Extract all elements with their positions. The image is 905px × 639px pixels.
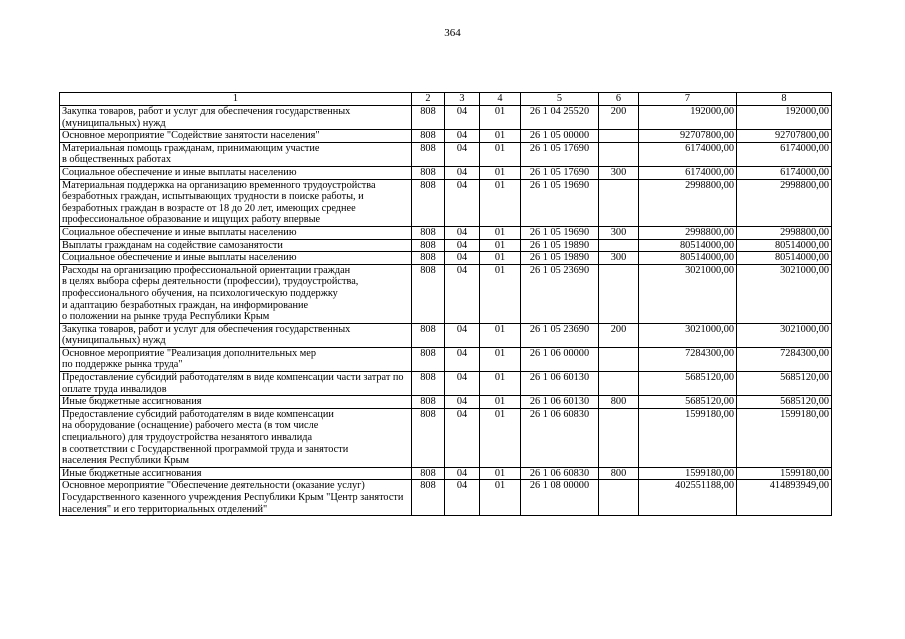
table-row xyxy=(60,142,832,166)
amount-year-2: 7284300,00 xyxy=(737,347,832,371)
ministry-code: 808 xyxy=(412,264,445,323)
expense-description: Предоставление субсидий работодателям в виде компенсации части затрат по оплате труда инвалидов xyxy=(60,372,412,396)
section-code: 04 xyxy=(445,179,480,226)
expense-description: Закупка товаров, работ и услуг для обеспечения государственных (муниципальных) нужд xyxy=(60,106,412,130)
expense-type-code: 200 xyxy=(599,323,639,347)
target-article-code: 26 1 06 60130 xyxy=(521,396,599,409)
table-row xyxy=(60,239,832,252)
column-header: 5 xyxy=(521,93,599,106)
column-header: 8 xyxy=(737,93,832,106)
target-article-code: 26 1 05 19690 xyxy=(521,226,599,239)
table-row xyxy=(60,396,832,409)
table-row xyxy=(60,226,832,239)
section-code: 04 xyxy=(445,467,480,480)
section-code: 04 xyxy=(445,480,480,516)
expense-description: Социальное обеспечение и иные выплаты населению xyxy=(60,166,412,179)
page-number: 364 xyxy=(444,27,461,39)
column-header: 6 xyxy=(599,93,639,106)
amount-year-1: 80514000,00 xyxy=(639,252,737,265)
amount-year-1: 2998800,00 xyxy=(639,226,737,239)
ministry-code: 808 xyxy=(412,226,445,239)
amount-year-1: 1599180,00 xyxy=(639,467,737,480)
amount-year-1: 3021000,00 xyxy=(639,264,737,323)
amount-year-2: 6174000,00 xyxy=(737,166,832,179)
expense-type-code xyxy=(599,179,639,226)
expense-description: Материальная поддержка на организацию временного трудоустройства безработных граждан, испытывающих трудности в поиске работы, и безработных граждан в возрасте от 18 до 20 лет, имеющих среднее профессиональное образование и ищущих работу впервые xyxy=(60,179,412,226)
table-row xyxy=(60,347,832,371)
subsection-code: 01 xyxy=(480,106,521,130)
expense-type-code xyxy=(599,480,639,516)
expense-type-code: 800 xyxy=(599,396,639,409)
subsection-code: 01 xyxy=(480,480,521,516)
table-row xyxy=(60,408,832,467)
amount-year-1: 5685120,00 xyxy=(639,396,737,409)
table-row xyxy=(60,166,832,179)
amount-year-2: 414893949,00 xyxy=(737,480,832,516)
target-article-code: 26 1 06 60130 xyxy=(521,372,599,396)
expense-type-code: 200 xyxy=(599,106,639,130)
expense-type-code xyxy=(599,142,639,166)
expense-description: Социальное обеспечение и иные выплаты населению xyxy=(60,252,412,265)
amount-year-2: 1599180,00 xyxy=(737,408,832,467)
ministry-code: 808 xyxy=(412,372,445,396)
expense-description: Иные бюджетные ассигнования xyxy=(60,467,412,480)
amount-year-1: 402551188,00 xyxy=(639,480,737,516)
expense-type-code xyxy=(599,130,639,143)
subsection-code: 01 xyxy=(480,408,521,467)
expense-description: Закупка товаров, работ и услуг для обеспечения государственных (муниципальных) нужд xyxy=(60,323,412,347)
ministry-code: 808 xyxy=(412,347,445,371)
ministry-code: 808 xyxy=(412,239,445,252)
amount-year-1: 6174000,00 xyxy=(639,166,737,179)
expense-type-code: 300 xyxy=(599,166,639,179)
amount-year-1: 1599180,00 xyxy=(639,408,737,467)
amount-year-2: 192000,00 xyxy=(737,106,832,130)
amount-year-2: 92707800,00 xyxy=(737,130,832,143)
ministry-code: 808 xyxy=(412,106,445,130)
ministry-code: 808 xyxy=(412,166,445,179)
amount-year-1: 5685120,00 xyxy=(639,372,737,396)
target-article-code: 26 1 05 23690 xyxy=(521,323,599,347)
amount-year-1: 192000,00 xyxy=(639,106,737,130)
expense-type-code xyxy=(599,264,639,323)
ministry-code: 808 xyxy=(412,252,445,265)
subsection-code: 01 xyxy=(480,179,521,226)
amount-year-1: 7284300,00 xyxy=(639,347,737,371)
column-header: 3 xyxy=(445,93,480,106)
expense-type-code: 300 xyxy=(599,226,639,239)
expense-description: Расходы на организацию профессиональной ориентации граждан в целях выбора сферы деятельности (профессии), трудоустройства, профессионального обучения, на психологическую поддержку и адаптацию безработных граждан, на информирование о положении на рынке труда Республики Крым xyxy=(60,264,412,323)
subsection-code: 01 xyxy=(480,467,521,480)
section-code: 04 xyxy=(445,252,480,265)
expense-description: Предоставление субсидий работодателям в виде компенсации на оборудование (оснащение) рабочего места (в том числе специального) для трудоустройства незанятого инвалида в соответствии с Государственной программой труда и занятости населения Республики Крым xyxy=(60,408,412,467)
ministry-code: 808 xyxy=(412,142,445,166)
table-row xyxy=(60,179,832,226)
expense-type-code: 300 xyxy=(599,252,639,265)
amount-year-1: 80514000,00 xyxy=(639,239,737,252)
ministry-code: 808 xyxy=(412,179,445,226)
section-code: 04 xyxy=(445,408,480,467)
expense-type-code xyxy=(599,347,639,371)
target-article-code: 26 1 05 19890 xyxy=(521,239,599,252)
ministry-code: 808 xyxy=(412,480,445,516)
section-code: 04 xyxy=(445,130,480,143)
table-row xyxy=(60,264,832,323)
target-article-code: 26 1 05 23690 xyxy=(521,264,599,323)
amount-year-2: 5685120,00 xyxy=(737,396,832,409)
amount-year-2: 80514000,00 xyxy=(737,252,832,265)
subsection-code: 01 xyxy=(480,323,521,347)
table-row xyxy=(60,467,832,480)
target-article-code: 26 1 06 00000 xyxy=(521,347,599,371)
expense-description: Социальное обеспечение и иные выплаты населению xyxy=(60,226,412,239)
ministry-code: 808 xyxy=(412,467,445,480)
target-article-code: 26 1 06 60830 xyxy=(521,408,599,467)
table-row xyxy=(60,372,832,396)
ministry-code: 808 xyxy=(412,396,445,409)
amount-year-1: 92707800,00 xyxy=(639,130,737,143)
section-code: 04 xyxy=(445,264,480,323)
section-code: 04 xyxy=(445,166,480,179)
budget-table xyxy=(59,92,832,516)
table-row xyxy=(60,252,832,265)
ministry-code: 808 xyxy=(412,130,445,143)
target-article-code: 26 1 05 00000 xyxy=(521,130,599,143)
section-code: 04 xyxy=(445,106,480,130)
expense-description: Основное мероприятие "Содействие занятости населения" xyxy=(60,130,412,143)
amount-year-2: 6174000,00 xyxy=(737,142,832,166)
column-header: 7 xyxy=(639,93,737,106)
section-code: 04 xyxy=(445,239,480,252)
section-code: 04 xyxy=(445,396,480,409)
subsection-code: 01 xyxy=(480,130,521,143)
expense-type-code xyxy=(599,239,639,252)
expense-type-code xyxy=(599,408,639,467)
subsection-code: 01 xyxy=(480,396,521,409)
ministry-code: 808 xyxy=(412,323,445,347)
target-article-code: 26 1 05 17690 xyxy=(521,166,599,179)
target-article-code: 26 1 05 19890 xyxy=(521,252,599,265)
section-code: 04 xyxy=(445,372,480,396)
target-article-code: 26 1 04 25520 xyxy=(521,106,599,130)
amount-year-2: 2998800,00 xyxy=(737,226,832,239)
amount-year-2: 5685120,00 xyxy=(737,372,832,396)
target-article-code: 26 1 08 00000 xyxy=(521,480,599,516)
column-header: 1 xyxy=(60,93,412,106)
expense-description: Основное мероприятие "Обеспечение деятельности (оказание услуг) Государственного казенного учреждения Республики Крым "Центр занятости населения" и его территориальных отделений" xyxy=(60,480,412,516)
expense-description: Основное мероприятие "Реализация дополнительных мер по поддержке рынка труда" xyxy=(60,347,412,371)
subsection-code: 01 xyxy=(480,347,521,371)
target-article-code: 26 1 05 19690 xyxy=(521,179,599,226)
amount-year-2: 80514000,00 xyxy=(737,239,832,252)
target-article-code: 26 1 06 60830 xyxy=(521,467,599,480)
expense-type-code: 800 xyxy=(599,467,639,480)
table-row xyxy=(60,480,832,516)
amount-year-1: 6174000,00 xyxy=(639,142,737,166)
header-row xyxy=(60,93,832,106)
target-article-code: 26 1 05 17690 xyxy=(521,142,599,166)
section-code: 04 xyxy=(445,142,480,166)
column-header: 2 xyxy=(412,93,445,106)
expense-description: Материальная помощь гражданам, принимающим участие в общественных работах xyxy=(60,142,412,166)
expense-description: Иные бюджетные ассигнования xyxy=(60,396,412,409)
table-body xyxy=(60,106,832,516)
amount-year-1: 3021000,00 xyxy=(639,323,737,347)
table-row xyxy=(60,323,832,347)
section-code: 04 xyxy=(445,323,480,347)
amount-year-2: 1599180,00 xyxy=(737,467,832,480)
subsection-code: 01 xyxy=(480,142,521,166)
subsection-code: 01 xyxy=(480,252,521,265)
table-row xyxy=(60,106,832,130)
subsection-code: 01 xyxy=(480,226,521,239)
ministry-code: 808 xyxy=(412,408,445,467)
column-header: 4 xyxy=(480,93,521,106)
table-row xyxy=(60,130,832,143)
subsection-code: 01 xyxy=(480,372,521,396)
amount-year-2: 3021000,00 xyxy=(737,264,832,323)
section-code: 04 xyxy=(445,347,480,371)
section-code: 04 xyxy=(445,226,480,239)
subsection-code: 01 xyxy=(480,264,521,323)
expense-description: Выплаты гражданам на содействие самозанятости xyxy=(60,239,412,252)
amount-year-2: 3021000,00 xyxy=(737,323,832,347)
subsection-code: 01 xyxy=(480,166,521,179)
amount-year-1: 2998800,00 xyxy=(639,179,737,226)
amount-year-2: 2998800,00 xyxy=(737,179,832,226)
expense-type-code xyxy=(599,372,639,396)
subsection-code: 01 xyxy=(480,239,521,252)
